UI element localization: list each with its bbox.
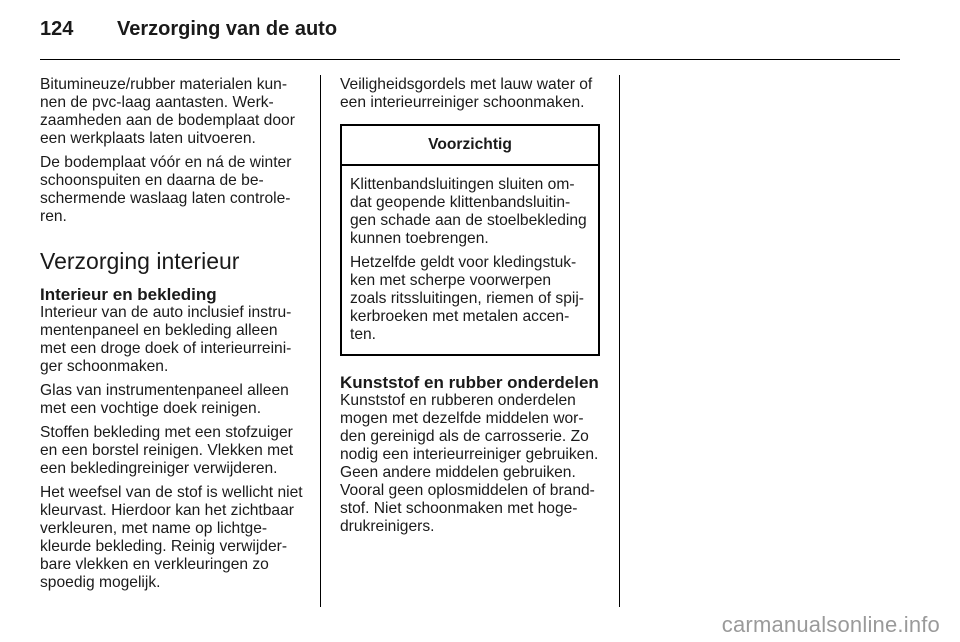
text-line: dat geopende klittenbandsluitin- (350, 194, 571, 211)
text-line: bare vlekken en verkleuringen zo (40, 556, 269, 573)
paragraph (340, 392, 608, 536)
text-line: ken met scherpe voorwerpen (350, 272, 552, 289)
watermark: carmanualsonline.info (721, 612, 940, 637)
subsection-heading: Kunststof en rubber onderdelen (340, 373, 599, 392)
caution-title: Voorzichtig (342, 126, 598, 166)
text-line: Vooral geen oplosmiddelen of brand- (340, 482, 595, 499)
text-line: kleurvast. Hierdoor kan het zichtbaar (40, 502, 294, 519)
text-line: schermende waslaag laten controle- (40, 190, 291, 207)
text-line: spoedig mogelijk. (40, 574, 161, 591)
paragraph (40, 382, 308, 418)
text-line: zaamheden aan de bodemplaat door (40, 112, 295, 129)
text-line: Bitumineuze/rubber materialen kun- (40, 76, 288, 93)
text-line: Stoffen bekleding met een stofzuiger (40, 424, 293, 441)
right-column (340, 76, 608, 542)
text-line: schoonspuiten en daarna de be- (40, 172, 264, 189)
page-number: 124 (40, 18, 74, 40)
text-line: drukreinigers. (340, 518, 435, 535)
paragraph (40, 154, 308, 226)
text-line: ger schoonmaken. (40, 358, 169, 375)
text-line: ten. (350, 326, 377, 343)
paragraph (350, 254, 590, 344)
text-line: den gereinigd als de carrosserie. Zo (340, 428, 589, 445)
text-line: mentenpaneel en bekleding alleen (40, 322, 278, 339)
text-line: met een vochtige doek reinigen. (40, 400, 262, 417)
text-line: Klittenbandsluitingen sluiten om- (350, 176, 575, 193)
left-column (40, 76, 308, 598)
column-divider (619, 75, 620, 607)
text-line: Het weefsel van de stof is wellicht niet (40, 484, 303, 501)
text-line: Glas van instrumentenpaneel alleen (40, 382, 289, 399)
text-line: stof. Niet schoonmaken met hoge- (340, 500, 578, 517)
paragraph (340, 76, 608, 112)
text-line: en een borstel reinigen. Vlekken met (40, 442, 294, 459)
text-line: nodig een interieurreiniger gebruiken. (340, 446, 599, 463)
text-line: zoals ritssluitingen, riemen of spij- (350, 290, 584, 307)
header-rule (40, 59, 900, 60)
page-title: Verzorging van de auto (117, 18, 338, 40)
text-line: De bodemplaat vóór en ná de winter (40, 154, 292, 171)
text-line: een interieurreiniger schoonmaken. (340, 94, 585, 111)
text-line: kunnen toebrengen. (350, 230, 489, 247)
text-line: een bekledingreiniger verwijderen. (40, 460, 278, 477)
text-line: Kunststof en rubberen onderdelen (340, 392, 576, 409)
text-line: een werkplaats laten uitvoeren. (40, 130, 256, 147)
text-line: met een droge doek of interieurreini- (40, 340, 292, 357)
text-line: kerbroeken met metalen accen- (350, 308, 570, 325)
subsection-heading: Interieur en bekleding (40, 285, 217, 304)
text-line: Interieur van de auto inclusief instru- (40, 304, 292, 321)
paragraph (40, 76, 308, 148)
text-line: Hetzelfde geldt voor kledingstuk- (350, 254, 577, 271)
caution-body (342, 166, 598, 354)
text-line: Veiligheidsgordels met lauw water of (340, 76, 593, 93)
paragraph (40, 424, 308, 478)
page-header (40, 18, 900, 58)
section-heading: Verzorging interieur (40, 248, 240, 274)
column-divider (320, 75, 321, 607)
text-line: ren. (40, 208, 67, 225)
text-line: nen de pvc-laag aantasten. Werk- (40, 94, 274, 111)
text-line: mogen met dezelfde middelen wor- (340, 410, 584, 427)
paragraph (350, 176, 590, 248)
text-line: gen schade aan de stoelbekleding (350, 212, 587, 229)
paragraph (40, 304, 308, 376)
paragraph (40, 484, 308, 592)
text-line: verkleuren, met name op lichtge- (40, 520, 268, 537)
caution-box (340, 124, 600, 356)
text-line: kleurde bekleding. Reinig verwijder- (40, 538, 288, 555)
text-line: Geen andere middelen gebruiken. (340, 464, 576, 481)
